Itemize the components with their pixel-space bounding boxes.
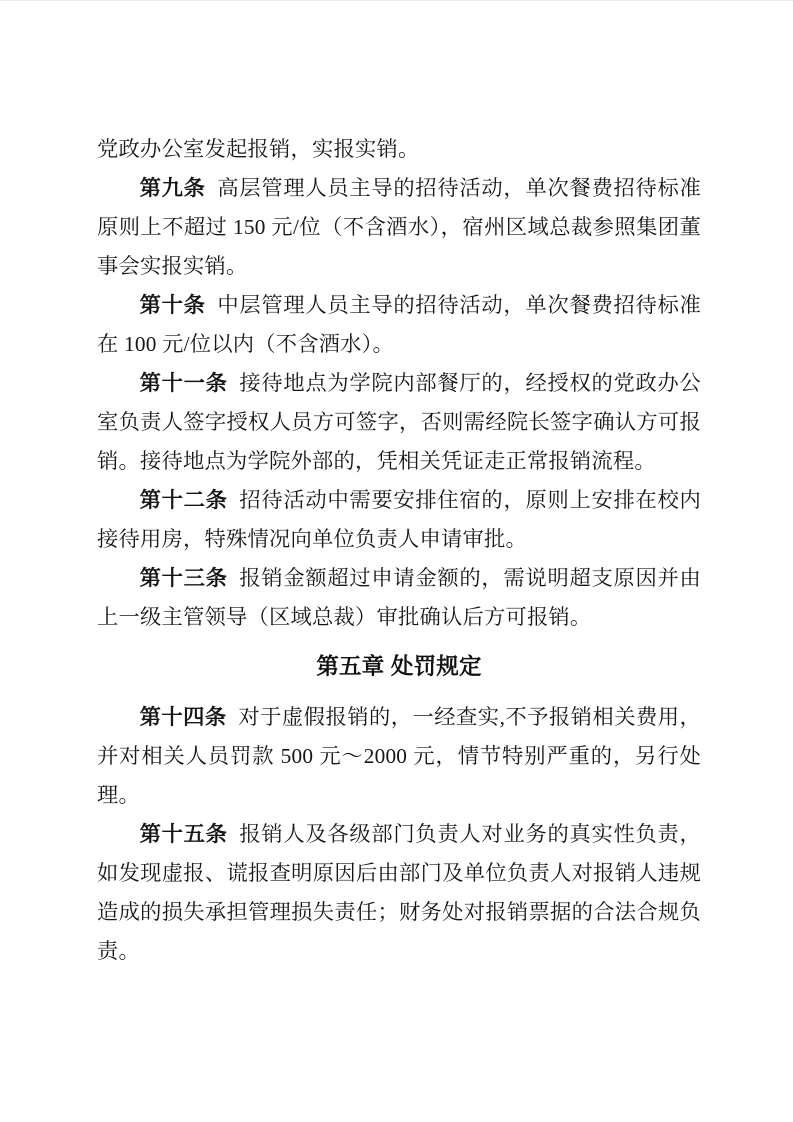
- paragraph-article-9: [97, 169, 701, 286]
- article-11-label: 第十一条: [139, 371, 228, 395]
- article-13-text: 报销金额超过申请金额的，需说明超支原因并由上一级主管领导（区域总裁）审批确认后方可报销。: [97, 566, 702, 629]
- chapter-5-heading: 第五章 处罚规定: [316, 654, 482, 679]
- paragraph-article-13: [97, 559, 701, 637]
- paragraph-article-14: [97, 698, 701, 815]
- article-13-label: 第十三条: [139, 566, 228, 590]
- article-15-text: 报销人及各级部门负责人对业务的真实性负责，如发现虚报、谎报查明原因后由部门及单位负责人对报销人违规造成的损失承担管理损失责任；财务处对报销票据的合法合规负责。: [97, 822, 702, 963]
- paragraph-article-12: [97, 481, 701, 559]
- paragraph-continuation: [97, 130, 701, 169]
- article-9-text: 高层管理人员主导的招待活动，单次餐费招待标准原则上不超过 150 元/位（不含酒水），宿州区域总裁参照集团董事会实报实销。: [97, 176, 701, 278]
- article-15-label: 第十五条: [139, 822, 228, 846]
- paragraph-text: 党政办公室发起报销，实报实销。: [97, 137, 420, 161]
- page-content: [97, 130, 701, 971]
- paragraph-article-10: [97, 286, 701, 364]
- paragraph-article-11: [97, 364, 701, 481]
- paragraph-article-15: [97, 815, 701, 971]
- article-11-text: 接待地点为学院内部餐厅的，经授权的党政办公室负责人签字授权人员方可签字，否则需经院长签字确认方可报销。接待地点为学院外部的，凭相关凭证走正常报销流程。: [97, 371, 702, 473]
- article-12-label: 第十二条: [139, 488, 228, 512]
- article-10-label: 第十条: [139, 293, 206, 317]
- article-9-label: 第九条: [139, 176, 206, 200]
- article-10-text: 中层管理人员主导的招待活动，单次餐费招待标准在 100 元/位以内（不含酒水）。: [97, 293, 701, 356]
- article-14-label: 第十四条: [139, 705, 227, 729]
- article-12-text: 招待活动中需要安排住宿的，原则上安排在校内接待用房，特殊情况向单位负责人申请审批。: [97, 488, 702, 551]
- article-14-text: 对于虚假报销的，一经查实,不予报销相关费用，并对相关人员罚款 500 元～2000 元，情节特别严重的，另行处理。: [97, 705, 701, 807]
- page-top-edge: [0, 0, 793, 1]
